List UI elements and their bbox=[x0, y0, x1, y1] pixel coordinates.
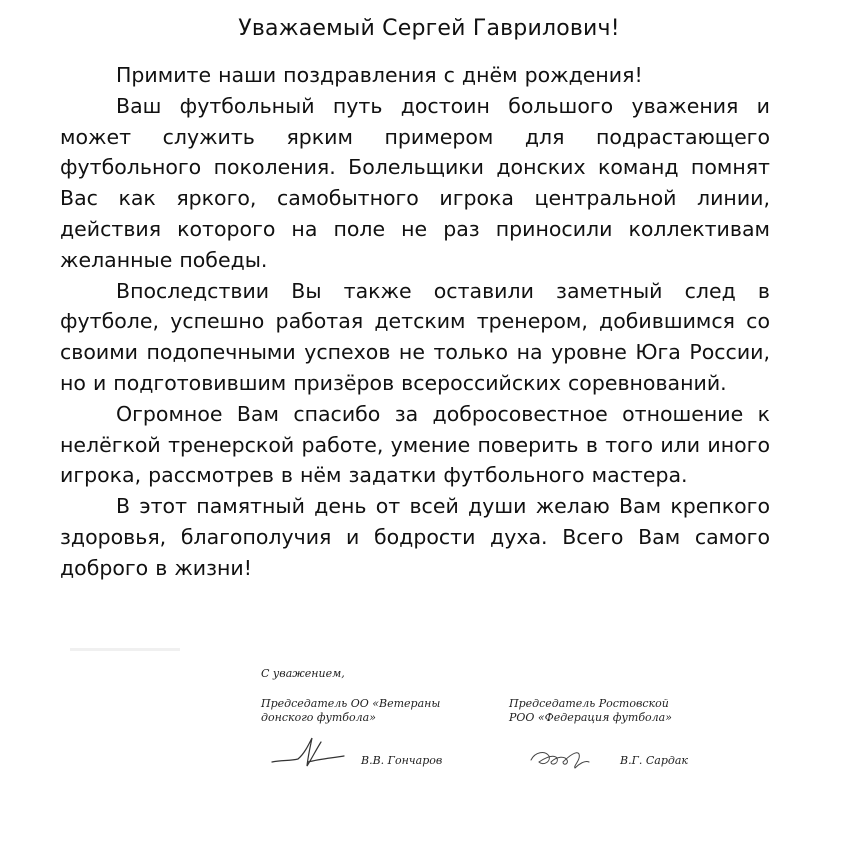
right-signer-title-line1: Председатель Ростовской bbox=[509, 697, 669, 710]
letter-body bbox=[60, 60, 770, 584]
paragraph-coaching: Впоследствии Вы также оставили заметный след в футболе, успешно работая детским тренером, добившимся со своими подопечными успехов не только на уровне Юга России, но и подготовившим призёров всероссийских соревнований. bbox=[60, 278, 770, 395]
left-signer-title-line1: Председатель ОО «Ветераны bbox=[261, 697, 441, 710]
letter-title: Уважаемый Сергей Гаврилович! bbox=[238, 16, 620, 41]
scan-smudge bbox=[70, 648, 180, 651]
right-signer-title-line2: РОО «Федерация футбола» bbox=[509, 711, 672, 724]
left-handwritten-signature bbox=[268, 732, 348, 774]
paragraph-greeting: Примите наши поздравления с днём рождения! bbox=[116, 63, 643, 87]
left-signer-name: В.В. Гончаров bbox=[361, 754, 443, 767]
right-signer-title bbox=[509, 697, 672, 725]
left-signer-title-line2: донского футбола» bbox=[261, 711, 376, 724]
right-handwritten-signature bbox=[527, 744, 593, 772]
closing-greeting: С уважением, bbox=[261, 667, 345, 680]
right-signer-name: В.Г. Сардак bbox=[620, 754, 688, 767]
left-signer-title bbox=[261, 697, 440, 725]
paragraph-wishes: В этот памятный день от всей души желаю Вам крепкого здоровья, благополучия и бодрости духа. Всего Вам самого доброго в жизни! bbox=[60, 494, 770, 580]
paragraph-career: Ваш футбольный путь достоин большого уважения и может служить ярким примером для подрастающего футбольного поколения. Болельщики донских команд помнят Вас как яркого, самобытного игрока центральной линии, действия которого на поле не раз приносили коллективам желанные победы. bbox=[60, 93, 770, 272]
paragraph-thanks: Огромное Вам спасибо за добросовестное отношение к нелёгкой тренерской работе, умение поверить в того или иного игрока, рассмотрев в нём задатки футбольного мастера. bbox=[60, 401, 770, 488]
